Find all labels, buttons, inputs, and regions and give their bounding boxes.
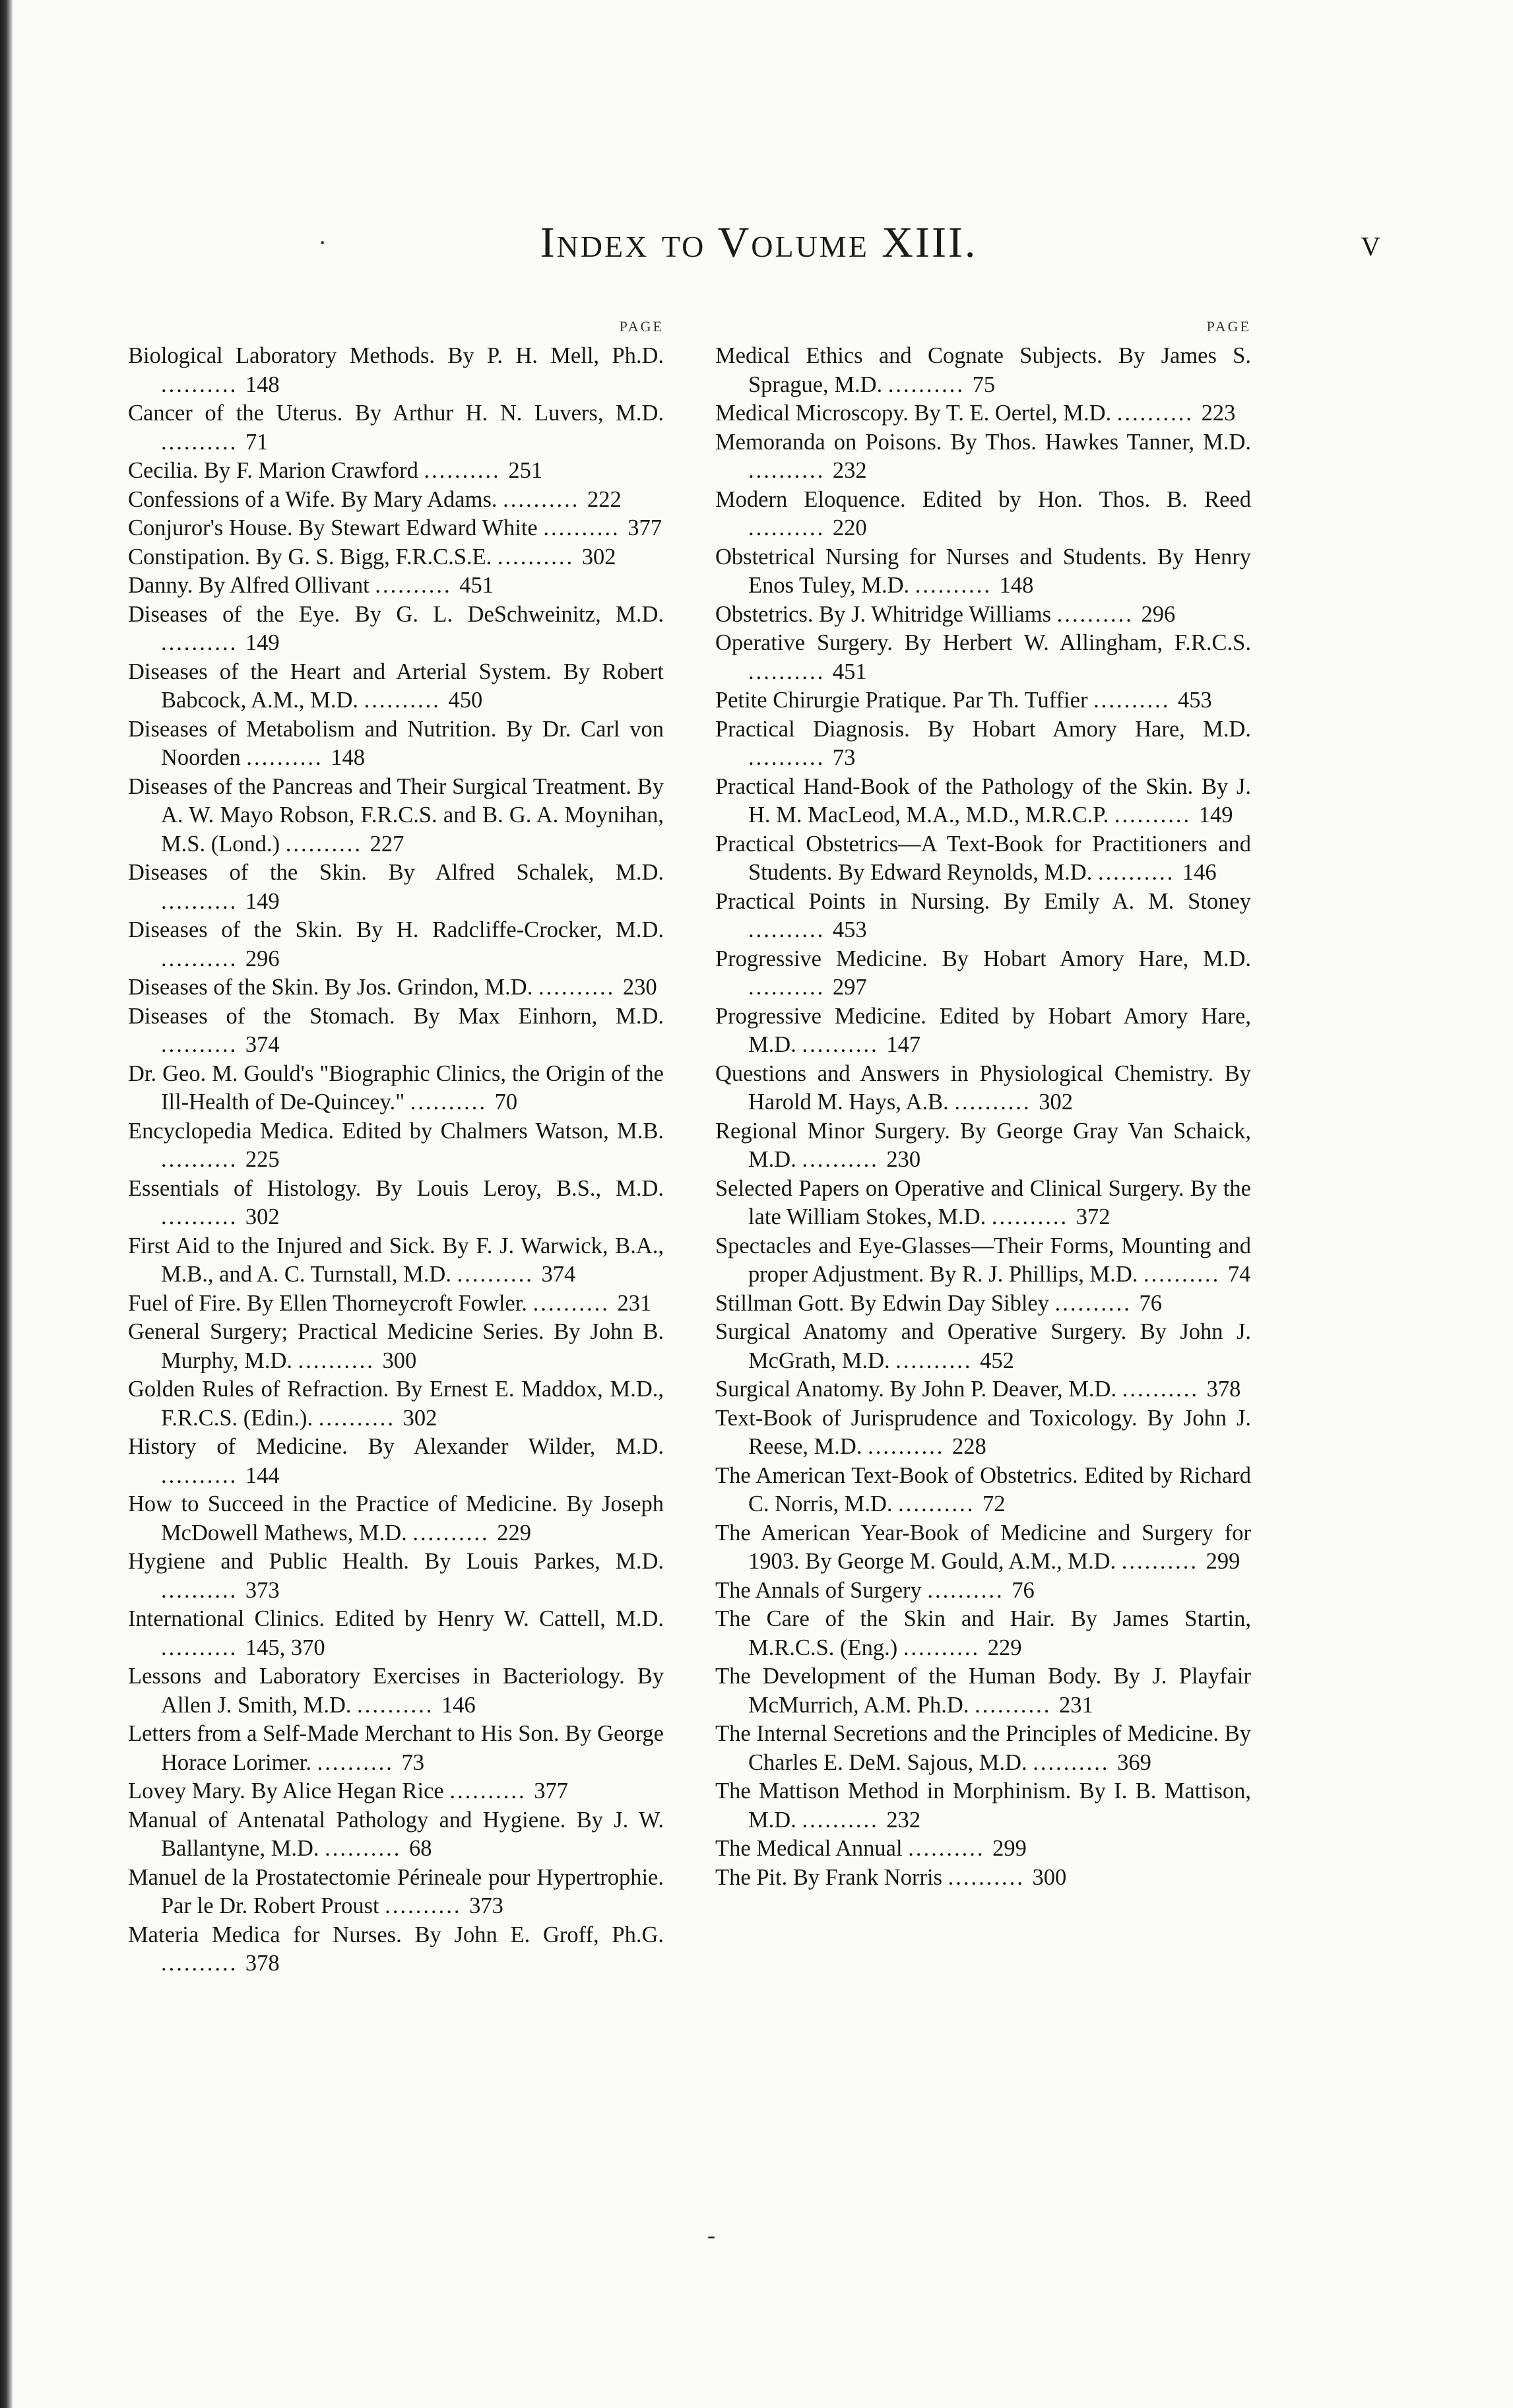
dot-leader: .......... <box>991 1204 1076 1229</box>
entry-page-number: 451 <box>459 573 494 598</box>
index-entry <box>128 1490 664 1547</box>
index-entry <box>715 342 1251 399</box>
index-entry <box>715 1662 1251 1720</box>
dot-leader: .......... <box>298 1348 383 1373</box>
dot-leader: .......... <box>1122 1377 1207 1402</box>
index-entry <box>715 888 1251 945</box>
dot-leader: .......... <box>903 1635 988 1660</box>
dot-leader: .......... <box>161 1147 245 1172</box>
entry-text: Diseases of Metabolism and Nutrition. By Dr. Carl von Noorden <box>128 716 664 770</box>
index-entry <box>715 1835 1251 1864</box>
entry-text: Diseases of the Eye. By G. L. DeSchweinitz, M.D. <box>128 601 664 627</box>
entry-page-number: 74 <box>1227 1262 1251 1287</box>
page-column-label: PAGE <box>1206 318 1251 335</box>
entry-text: Medical Ethics and Cognate Subjects. By James S. Sprague, M.D. <box>715 343 1251 397</box>
index-entry <box>715 1060 1251 1117</box>
dot-leader: .......... <box>538 975 623 1000</box>
dot-leader: .......... <box>908 1836 993 1861</box>
entry-page-number: 144 <box>245 1462 280 1488</box>
entry-page-number: 148 <box>999 573 1034 598</box>
entry-text: Spectacles and Eye-Glasses—Their Forms, Mounting and proper Adjustment. By R. J. Phillips, M.D. <box>715 1233 1251 1287</box>
index-entry <box>715 399 1251 428</box>
entry-page-number: 73 <box>401 1749 424 1775</box>
index-entry <box>715 1577 1251 1606</box>
entry-page-number: 451 <box>832 659 867 684</box>
entry-text: History of Medicine. By Alexander Wilder, M.D. <box>128 1434 664 1459</box>
entry-text: Materia Medica for Nurses. By John E. Groff, Ph.G. <box>128 1922 664 1947</box>
entry-list <box>128 342 664 1978</box>
entry-text: Surgical Anatomy. By John P. Deaver, M.D. <box>715 1377 1117 1402</box>
index-entry <box>128 658 664 715</box>
entry-page-number: 302 <box>581 544 616 569</box>
entry-text: Diseases of the Skin. By Alfred Schalek, M.D. <box>128 860 664 885</box>
entry-text: Danny. By Alfred Ollivant <box>128 573 370 598</box>
dot-leader: .......... <box>802 1032 887 1057</box>
index-entry <box>128 1864 664 1921</box>
dot-leader: .......... <box>1116 401 1202 426</box>
index-entry <box>128 1289 664 1318</box>
entry-page-number: 296 <box>1141 601 1176 627</box>
binding-shadow <box>0 0 13 2408</box>
entry-text: Encyclopedia Medica. Edited by Chalmers Watson, M.B. <box>128 1118 664 1144</box>
entry-text: Petite Chirurgie Pratique. Par Th. Tuffier <box>715 688 1088 713</box>
entry-text: International Clinics. Edited by Henry W. Cattell, M.D. <box>128 1606 664 1631</box>
entry-page-number: 251 <box>508 458 543 483</box>
index-entry <box>715 1864 1251 1893</box>
entry-text: Obstetrical Nursing for Nurses and Students. By Henry Enos Tuley, M.D. <box>715 544 1251 598</box>
entry-text: Diseases of the Heart and Arterial System. By Robert Babcock, A.M., M.D. <box>128 659 664 713</box>
entry-page-number: 299 <box>1206 1549 1240 1574</box>
dot-leader: .......... <box>1143 1262 1228 1287</box>
dot-leader: .......... <box>410 1090 495 1115</box>
entry-text: The American Year-Book of Medicine and Surgery for 1903. By George M. Gould, A.M., M.D. <box>715 1520 1251 1574</box>
index-entry <box>128 1002 664 1060</box>
entry-text: Text-Book of Jurisprudence and Toxicology. By John J. Reese, M.D. <box>715 1405 1251 1459</box>
dot-leader: .......... <box>161 1635 245 1660</box>
dot-leader: .......... <box>161 946 245 971</box>
entry-page-number: 223 <box>1201 401 1236 426</box>
entry-page-number: 300 <box>1032 1864 1067 1890</box>
entry-page-number: 230 <box>622 975 657 1000</box>
dot-leader: .......... <box>748 975 833 1000</box>
dot-leader: .......... <box>449 1778 534 1804</box>
entry-page-number: 374 <box>245 1032 280 1057</box>
entry-page-number: 373 <box>469 1893 503 1918</box>
dot-leader: .......... <box>748 515 833 540</box>
index-entry <box>715 1318 1251 1375</box>
index-entry <box>715 1605 1251 1662</box>
index-entry <box>715 428 1251 486</box>
entry-page-number: 220 <box>832 515 867 540</box>
dot-leader: .......... <box>424 458 509 483</box>
entry-page-number: 149 <box>1198 802 1233 828</box>
index-entry <box>128 571 664 601</box>
dot-leader: .......... <box>895 1348 981 1373</box>
index-entry <box>715 1289 1251 1318</box>
dot-leader: .......... <box>1056 601 1142 627</box>
entry-text: Biological Laboratory Methods. By P. H. Mell, Ph.D. <box>128 343 664 368</box>
entry-page-number: 453 <box>1177 688 1212 713</box>
index-entry <box>715 1404 1251 1462</box>
dot-leader: .......... <box>497 544 582 569</box>
index-entry <box>128 486 664 515</box>
dot-leader: .......... <box>357 1692 441 1718</box>
entry-page-number: 76 <box>1012 1577 1035 1603</box>
entry-page-number: 71 <box>245 429 269 455</box>
entry-text: Confessions of a Wife. By Mary Adams. <box>128 486 498 512</box>
index-entry <box>715 486 1251 543</box>
dot-leader: .......... <box>375 573 460 598</box>
entry-page-number: 450 <box>448 688 483 713</box>
entry-text: Manual of Antenatal Pathology and Hygiene. By J. W. Ballantyne, M.D. <box>128 1807 664 1861</box>
entry-page-number: 300 <box>382 1348 417 1373</box>
entry-page-number: 72 <box>982 1491 1006 1516</box>
index-entry <box>128 1060 664 1117</box>
dot-leader: .......... <box>385 1893 470 1918</box>
dot-leader: .......... <box>802 1807 887 1833</box>
page-folio: v <box>1361 221 1380 264</box>
dot-leader: .......... <box>887 372 973 397</box>
index-entry <box>128 715 664 773</box>
entry-page-number: 230 <box>886 1147 921 1172</box>
dot-leader: .......... <box>364 688 449 713</box>
dot-leader: .......... <box>325 1836 410 1861</box>
entry-page-number: 229 <box>497 1520 531 1546</box>
entry-text: The Internal Secretions and the Principles of Medicine. By Charles E. DeM. Sajous, M.D. <box>715 1721 1251 1775</box>
entry-page-number: 68 <box>409 1836 432 1861</box>
index-entry <box>715 1375 1251 1404</box>
dot-leader: .......... <box>285 831 370 857</box>
dot-leader: .......... <box>161 888 245 914</box>
index-entry <box>128 1720 664 1777</box>
entry-text: Practical Hand-Book of the Pathology of the Skin. By J. H. M. MacLeod, M.A., M.D., M.R.C.P. <box>715 773 1251 828</box>
index-entry <box>715 1232 1251 1289</box>
entry-page-number: 374 <box>541 1262 576 1287</box>
entry-text: The Annals of Surgery <box>715 1577 922 1603</box>
entry-page-number: 232 <box>832 458 867 483</box>
entry-page-number: 149 <box>245 630 280 655</box>
entry-text: Golden Rules of Refraction. By Ernest E. Maddox, M.D., F.R.C.S. (Edin.). <box>128 1377 664 1431</box>
index-entry <box>715 1720 1251 1777</box>
dot-leader: .......... <box>927 1577 1012 1603</box>
entry-text: Practical Obstetrics—A Text-Book for Practitioners and Students. By Edward Reynolds, M.D. <box>715 831 1251 885</box>
entry-page-number: 377 <box>628 515 662 540</box>
entry-text: Constipation. By G. S. Bigg, F.R.C.S.E. <box>128 544 492 569</box>
entry-text: Practical Diagnosis. By Hobart Amory Hare, M.D. <box>715 716 1251 742</box>
index-entry <box>128 773 664 859</box>
header-speck: · <box>318 228 327 257</box>
index-entry <box>128 1777 664 1806</box>
entry-page-number: 378 <box>245 1951 280 1976</box>
entry-text: The American Text-Book of Obstetrics. Edited by Richard C. Norris, M.D. <box>715 1462 1251 1516</box>
index-entry <box>128 1117 664 1175</box>
dot-leader: .......... <box>161 372 245 397</box>
entry-page-number: 378 <box>1206 1377 1241 1402</box>
entry-text: Progressive Medicine. By Hobart Amory Hare, M.D. <box>715 946 1251 971</box>
dot-leader: .......... <box>161 429 245 455</box>
dot-leader: .......... <box>868 1434 952 1459</box>
entry-page-number: 222 <box>587 486 622 512</box>
entry-text: General Surgery; Practical Medicine Series. By John B. Murphy, M.D. <box>128 1319 664 1373</box>
dot-leader: .......... <box>1121 1549 1206 1574</box>
entry-page-number: 231 <box>617 1290 652 1316</box>
index-entry <box>128 1921 664 1978</box>
dot-leader: .......... <box>1097 860 1182 885</box>
index-entry <box>715 715 1251 773</box>
entry-text: The Development of the Human Body. By J. Playfair McMurrich, A.M. Ph.D. <box>715 1664 1251 1718</box>
entry-page-number: 225 <box>245 1147 280 1172</box>
index-entry <box>715 1002 1251 1060</box>
entry-text: The Care of the Skin and Hair. By James Startin, M.R.C.S. (Eng.) <box>715 1606 1251 1660</box>
page-column-label: PAGE <box>619 318 664 335</box>
entry-page-number: 453 <box>832 917 867 942</box>
entry-text: The Pit. By Frank Norris <box>715 1864 943 1890</box>
index-entry <box>715 601 1251 630</box>
dot-leader: .......... <box>318 1405 403 1431</box>
entry-text: Cancer of the Uterus. By Arthur H. N. Luvers, M.D. <box>128 401 664 426</box>
entry-page-number: 232 <box>886 1807 921 1833</box>
entry-page-number: 229 <box>987 1635 1022 1660</box>
index-entry <box>128 1605 664 1662</box>
entry-page-number: 147 <box>886 1032 921 1057</box>
entry-page-number: 73 <box>832 745 856 770</box>
dot-leader: .......... <box>1093 688 1178 713</box>
entry-text: Regional Minor Surgery. By George Gray Van Schaick, M.D. <box>715 1118 1251 1172</box>
index-entry <box>715 1462 1251 1519</box>
entry-page-number: 372 <box>1076 1204 1111 1229</box>
index-entry <box>128 916 664 973</box>
entry-text: Diseases of the Pancreas and Their Surgical Treatment. By A. W. Mayo Robson, F.R.C.S. and B. G. A. Moynihan, M.S. (Lond.) <box>128 773 664 857</box>
entry-text: Questions and Answers in Physiological Chemistry. By Harold M. Hays, A.B. <box>715 1060 1251 1115</box>
entry-text: Lessons and Laboratory Exercises in Bacteriology. By Allen J. Smith, M.D. <box>128 1664 664 1718</box>
dot-leader: .......... <box>915 573 1000 598</box>
entry-page-number: 302 <box>402 1405 437 1431</box>
entry-page-number: 377 <box>534 1778 568 1804</box>
dot-leader: .......... <box>412 1520 498 1546</box>
entry-text: Progressive Medicine. Edited by Hobart Amory Hare, M.D. <box>715 1003 1251 1057</box>
dot-leader: .......... <box>1114 802 1199 828</box>
entry-page-number: 452 <box>980 1348 1014 1373</box>
dot-leader: .......... <box>802 1147 887 1172</box>
dot-leader: .......... <box>748 659 833 684</box>
entry-text: Diseases of the Skin. By Jos. Grindon, M.D. <box>128 975 533 1000</box>
entry-text: Surgical Anatomy and Operative Surgery. By John J. McGrath, M.D. <box>715 1319 1251 1373</box>
dot-leader: .......... <box>161 1951 245 1976</box>
dot-leader: .......... <box>748 458 833 483</box>
entry-text: Diseases of the Skin. By H. Radcliffe-Crocker, M.D. <box>128 917 664 942</box>
dot-leader: .......... <box>1054 1290 1140 1316</box>
entry-page-number: 70 <box>494 1090 518 1115</box>
page-title: Index to Volume XIII. <box>540 218 978 267</box>
entry-text: Essentials of Histology. By Louis Leroy, B.S., M.D. <box>128 1175 664 1201</box>
index-entry <box>715 1777 1251 1835</box>
index-column-right <box>715 318 1251 1892</box>
index-entry <box>128 1318 664 1375</box>
index-entry <box>128 399 664 457</box>
entry-page-number: 227 <box>370 831 404 857</box>
dot-leader: .......... <box>1033 1749 1118 1775</box>
index-entry <box>128 514 664 543</box>
entry-text: Operative Surgery. By Herbert W. Allingham, F.R.C.S. <box>715 630 1251 655</box>
index-entry <box>128 1232 664 1289</box>
entry-text: Letters from a Self-Made Merchant to His Son. By George Horace Lorimer. <box>128 1721 664 1775</box>
index-entry <box>128 1175 664 1232</box>
index-entry <box>715 1117 1251 1175</box>
index-entry <box>715 830 1251 888</box>
index-entry <box>715 629 1251 686</box>
entry-text: Dr. Geo. M. Gould's "Biographic Clinics, the Origin of the Ill-Health of De-Quincey." <box>128 1060 664 1115</box>
entry-text: Selected Papers on Operative and Clinical Surgery. By the late William Stokes, M.D. <box>715 1175 1251 1229</box>
index-entry <box>128 457 664 486</box>
dot-leader: .......... <box>898 1491 983 1516</box>
entry-page-number: 369 <box>1117 1749 1151 1775</box>
entry-text: First Aid to the Injured and Sick. By F. J. Warwick, B.A., M.B., and A. C. Turnstall, M.D. <box>128 1233 664 1287</box>
entry-page-number: 228 <box>951 1434 986 1459</box>
dot-leader: .......... <box>161 1462 245 1488</box>
index-entry <box>715 773 1251 830</box>
index-entry <box>128 1662 664 1720</box>
entry-text: Medical Microscopy. By T. E. Oertel, M.D. <box>715 401 1112 426</box>
index-entry <box>715 543 1251 601</box>
entry-page-number: 373 <box>245 1577 280 1603</box>
entry-page-number: 297 <box>832 975 867 1000</box>
index-entry <box>715 686 1251 715</box>
dot-leader: .......... <box>161 1204 245 1229</box>
dot-leader: .......... <box>975 1692 1059 1718</box>
stray-mark: - <box>707 2222 715 2248</box>
entry-text: Hygiene and Public Health. By Louis Parkes, M.D. <box>128 1549 664 1574</box>
entry-page-number: 296 <box>245 946 280 971</box>
entry-page-number: 76 <box>1139 1290 1162 1316</box>
entry-text: Manuel de la Prostatectomie Périneale pour Hypertrophie. Par le Dr. Robert Proust <box>128 1864 664 1918</box>
dot-leader: .......... <box>161 630 245 655</box>
index-entry <box>128 1547 664 1605</box>
entry-list <box>715 342 1251 1892</box>
index-entry <box>128 1375 664 1433</box>
entry-text: The Mattison Method in Morphinism. By I. B. Mattison, M.D. <box>715 1778 1251 1833</box>
entry-page-number: 302 <box>1039 1090 1074 1115</box>
entry-page-number: 299 <box>992 1836 1027 1861</box>
index-entry <box>715 1175 1251 1232</box>
index-entry <box>715 1519 1251 1577</box>
entry-text: The Medical Annual <box>715 1836 903 1861</box>
index-entry <box>128 1806 664 1864</box>
entry-text: Conjuror's House. By Stewart Edward White <box>128 515 538 540</box>
index-column-left <box>128 318 664 1978</box>
entry-page-number: 146 <box>441 1692 476 1718</box>
entry-page-number: 75 <box>972 372 996 397</box>
dot-leader: .......... <box>948 1864 1033 1890</box>
index-entry <box>128 601 664 658</box>
entry-page-number: 148 <box>331 745 365 770</box>
dot-leader: .......... <box>317 1749 402 1775</box>
entry-page-number: 145, 370 <box>245 1635 325 1660</box>
index-entry <box>128 342 664 399</box>
dot-leader: .......... <box>954 1090 1039 1115</box>
entry-text: How to Succeed in the Practice of Medicine. By Joseph McDowell Mathews, M.D. <box>128 1491 664 1546</box>
entry-text: Stillman Gott. By Edwin Day Sibley <box>715 1290 1049 1316</box>
entry-text: Cecilia. By F. Marion Crawford <box>128 458 418 483</box>
entry-page-number: 149 <box>245 888 280 914</box>
dot-leader: .......... <box>748 917 833 942</box>
dot-leader: .......... <box>532 1290 618 1316</box>
dot-leader: .......... <box>246 745 331 770</box>
index-entry <box>128 1433 664 1490</box>
dot-leader: .......... <box>503 486 587 512</box>
entry-page-number: 148 <box>245 372 280 397</box>
entry-text: Fuel of Fire. By Ellen Thorneycroft Fowler. <box>128 1290 527 1316</box>
entry-text: Obstetrics. By J. Whitridge Williams <box>715 601 1052 627</box>
entry-page-number: 231 <box>1058 1692 1093 1718</box>
entry-page-number: 146 <box>1182 860 1217 885</box>
dot-leader: .......... <box>161 1032 245 1057</box>
dot-leader: .......... <box>161 1577 245 1603</box>
entry-text: Lovey Mary. By Alice Hegan Rice <box>128 1778 444 1804</box>
entry-text: Modern Eloquence. Edited by Hon. Thos. B. Reed <box>715 486 1251 512</box>
dot-leader: .......... <box>748 745 833 770</box>
index-entry <box>715 945 1251 1002</box>
index-entry <box>128 973 664 1002</box>
entry-text: Memoranda on Poisons. By Thos. Hawkes Tanner, M.D. <box>715 429 1251 455</box>
entry-page-number: 302 <box>245 1204 280 1229</box>
dot-leader: .......... <box>457 1262 542 1287</box>
index-entry <box>128 543 664 572</box>
entry-text: Practical Points in Nursing. By Emily A. M. Stoney <box>715 888 1251 914</box>
running-header <box>99 210 1419 282</box>
index-entry <box>128 859 664 916</box>
entry-text: Diseases of the Stomach. By Max Einhorn, M.D. <box>128 1003 664 1029</box>
dot-leader: .......... <box>543 515 628 540</box>
